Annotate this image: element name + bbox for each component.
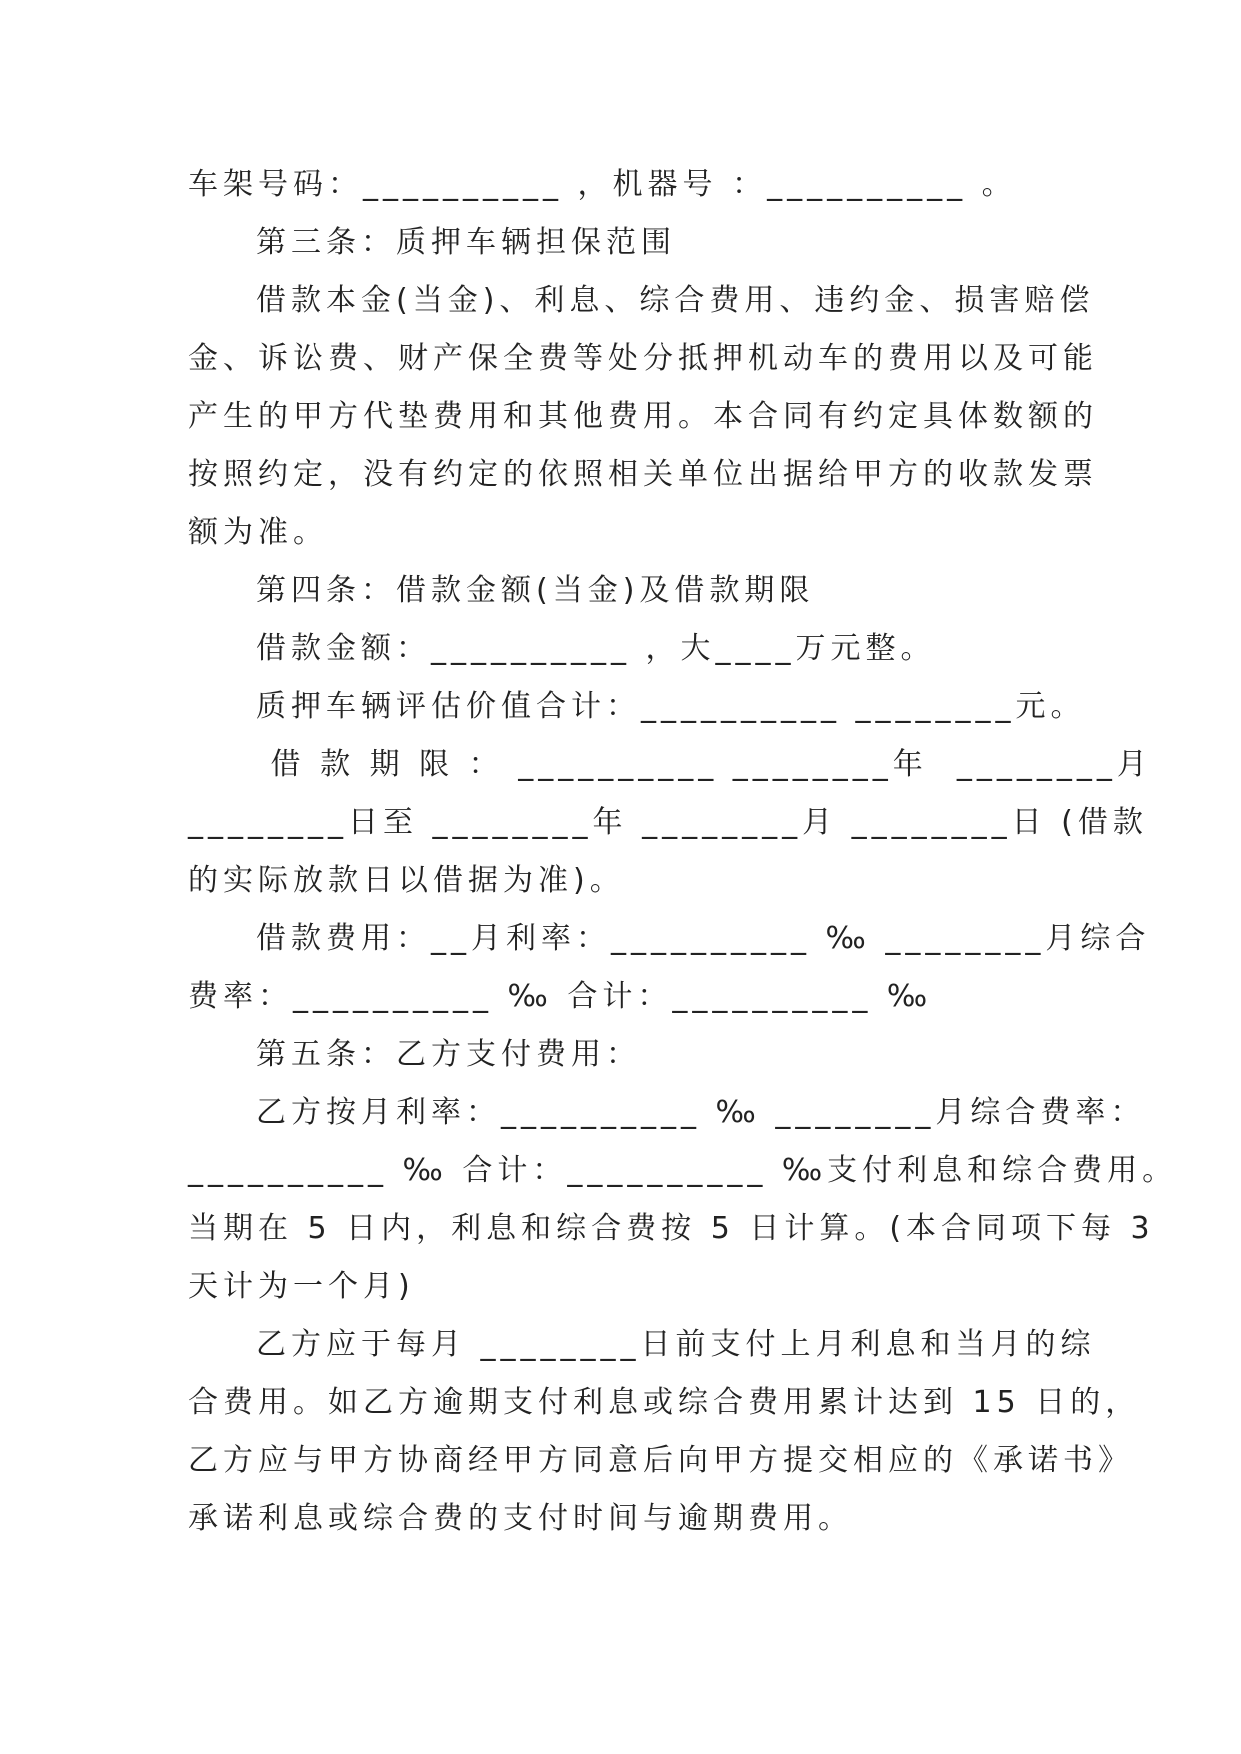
text-line: 产生的甲方代垫费用和其他费用。本合同有约定具体数额的	[188, 399, 1098, 434]
text-line: 借款费用：__月利率：__________ ‰ ________月综合	[256, 921, 1151, 956]
text-line: 承诺利息或综合费的支付时间与逾期费用。	[188, 1501, 853, 1536]
text-line: 天计为一个月)	[188, 1269, 415, 1304]
text-line: 的实际放款日以借据为准)。	[188, 863, 625, 898]
text-line: 借款金额：__________ ，大____万元整。	[256, 631, 936, 666]
text-line: 车架号码：__________ ，机器号 ：__________ 。	[188, 167, 1017, 202]
text-line: 按照约定，没有约定的依照相关单位出据给甲方的收款发票	[188, 457, 1098, 492]
text-line: 金、诉讼费、财产保全费等处分抵押机动车的费用以及可能	[188, 341, 1098, 376]
section-heading: 第四条：借款金额(当金)及借款期限	[256, 573, 815, 608]
text-line: 费率：__________ ‰ 合计：__________ ‰	[188, 979, 933, 1014]
text-line: 乙方应于每月 ________日前支付上月利息和当月的综	[256, 1327, 1096, 1362]
section-heading: 第三条：质押车辆担保范围	[256, 225, 676, 260]
text-line: __________ ‰ 合计：__________ ‰支付利息和综合费用。	[188, 1153, 1178, 1188]
section-heading: 第五条：乙方支付费用：	[256, 1037, 641, 1072]
text-line: 额为准。	[188, 515, 328, 550]
text-line: 质押车辆评估价值合计：__________ ________元。	[256, 689, 1086, 724]
text-line: 当期在 5 日内，利息和综合费按 5 日计算。(本合同项下每 3	[188, 1211, 1155, 1246]
text-line: 借款本金(当金)、利息、综合费用、违约金、损害赔偿	[256, 283, 1095, 318]
text-line: 乙方按月利率：__________ ‰ ________月综合费率：	[256, 1095, 1146, 1130]
text-line: 借 款 期 限 ： __________ ________年 ________月	[256, 747, 1152, 782]
text-line: 合费用。如乙方逾期支付利息或综合费用累计达到 15 日的，	[188, 1385, 1141, 1420]
text-line: ________日至 ________年 ________月 ________日 (借款	[188, 805, 1148, 840]
text-line: 乙方应与甲方协商经甲方同意后向甲方提交相应的《承诺书》	[188, 1443, 1133, 1478]
